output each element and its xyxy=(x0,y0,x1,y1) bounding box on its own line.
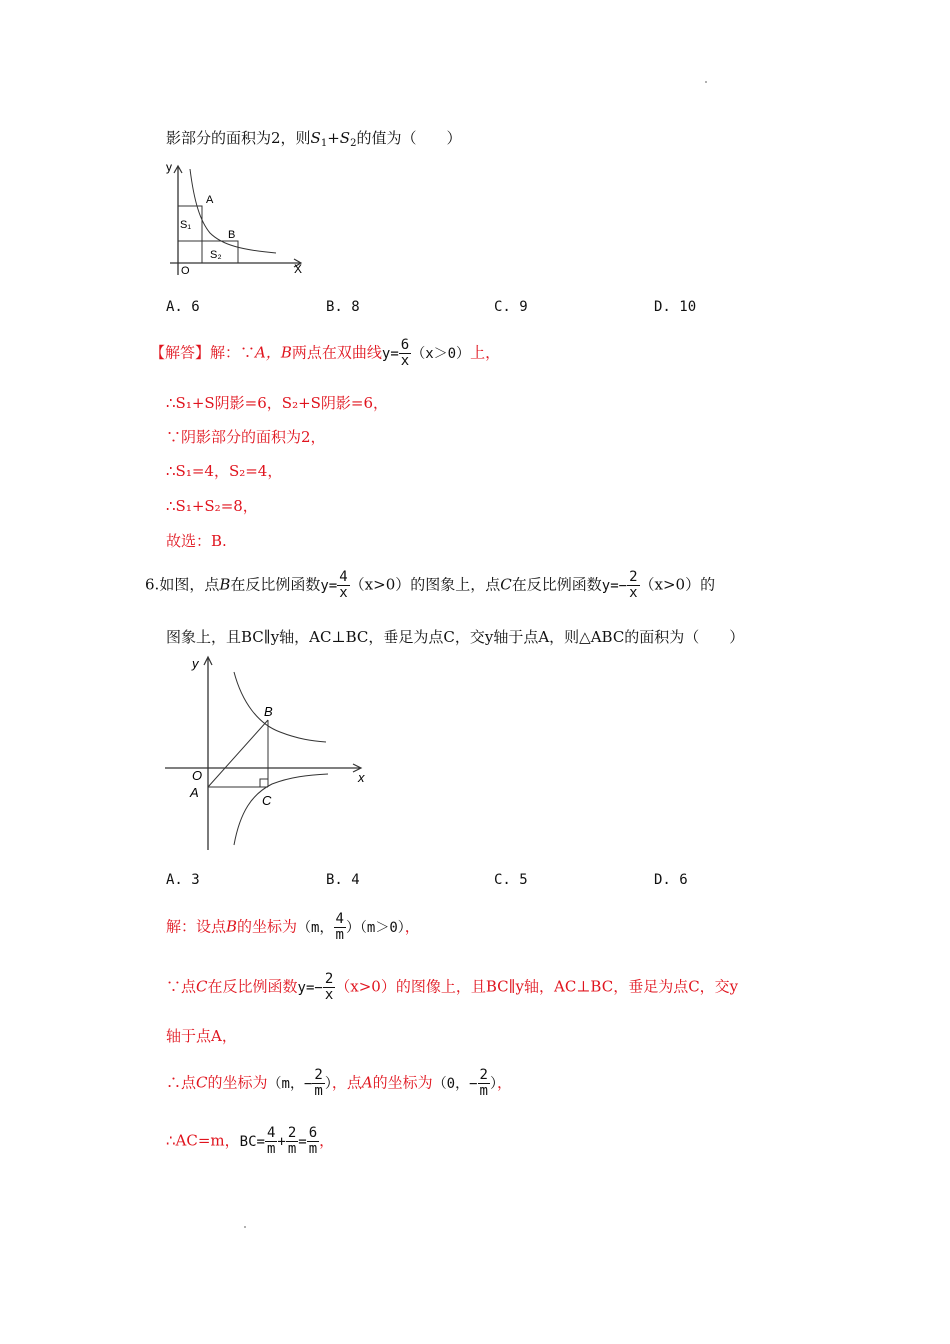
right-angle-mark xyxy=(260,779,268,787)
o-label: O xyxy=(192,768,203,783)
q6-option-a: A. 3 xyxy=(166,872,200,888)
rect-shaded xyxy=(178,241,202,263)
decorative-dot xyxy=(705,81,707,83)
x-label: X xyxy=(294,262,303,276)
y-label: y xyxy=(192,656,199,671)
q5-stem: 影部分的面积为2，则$S_1+S_2$的值为（ ） xyxy=(166,129,462,149)
o-label: O xyxy=(181,265,190,277)
s1-label: S₁ xyxy=(180,219,192,231)
x-label: x xyxy=(358,770,365,785)
q5-option-d: D. 10 xyxy=(654,299,697,315)
q5-solution-line2: ∴S₁+S阴影=6，S₂+S阴影=6， xyxy=(166,394,389,412)
a-label: A xyxy=(190,785,199,800)
q6-option-b: B. 4 xyxy=(326,872,360,888)
segment-ab xyxy=(208,720,268,787)
q5-option-b: B. 8 xyxy=(326,299,360,315)
q5-figure xyxy=(160,155,310,280)
q6-stem-line1: 6.如图，点B在反比例函数y= $\frac{4}{x}$ （x>0）的图象上，点C在反比例函数y=− $\frac{2}{x}$ （x>0）的 xyxy=(145,569,716,601)
s2-label: S₂ xyxy=(210,249,222,261)
q6-figure xyxy=(160,650,380,855)
q6-solution-line2: ∵点C在反比例函数y=− $\frac{2}{x}$ （x>0）的图像上，且BC∥y轴，AC⊥BC，垂足为点C，交y xyxy=(166,971,739,1003)
q5-solution-line6: 故选：B. xyxy=(166,532,227,550)
q6-solution-line5: ∴AC=m，BC= $\frac{4}{m}$ + $\frac{2}{m}$ = $\frac{6}{m}$ ， xyxy=(166,1125,335,1157)
q6-stem-line2: 图象上，且BC∥y轴，AC⊥BC，垂足为点C，交y轴于点A，则△ABC的面积为（ ） xyxy=(166,628,745,646)
curve-4-over-x xyxy=(234,672,326,742)
curve-neg2-over-x xyxy=(234,774,328,845)
q5-solution-line3: ∵阴影部分的面积为2， xyxy=(166,428,326,446)
decorative-dot xyxy=(244,1226,246,1228)
q6-option-c: C. 5 xyxy=(494,872,528,888)
y-label: y xyxy=(166,160,172,174)
q5-solution-line5: ∴S₁+S₂=8， xyxy=(166,497,258,515)
a-label: A xyxy=(206,194,214,206)
q5-option-a: A. 6 xyxy=(166,299,200,315)
c-label: C xyxy=(262,793,272,808)
solution-tag: 【解答】 xyxy=(150,343,211,362)
q6-solution-line3: 轴于点A， xyxy=(166,1027,237,1045)
q5-solution-line4: ∴S₁=4，S₂=4， xyxy=(166,462,283,480)
q5-solution-line1: 【解答】解：∵A，B两点在双曲线y= $\frac{6}{x}$ （x＞0）上， xyxy=(150,337,501,369)
q5-option-c: C. 9 xyxy=(494,299,528,315)
rect-s1 xyxy=(178,206,202,263)
q6-option-d: D. 6 xyxy=(654,872,688,888)
q6-solution-line1: 解：设点B的坐标为（m， $\frac{4}{m}$ ）（m＞0）， xyxy=(166,911,420,943)
b-label: B xyxy=(264,704,273,719)
b-label: B xyxy=(228,229,236,241)
q6-solution-line4: ∴点C的坐标为（m，− $\frac{2}{m}$ ），点A的坐标为（0，− $\frac{2}{m}$ ）， xyxy=(166,1067,512,1099)
